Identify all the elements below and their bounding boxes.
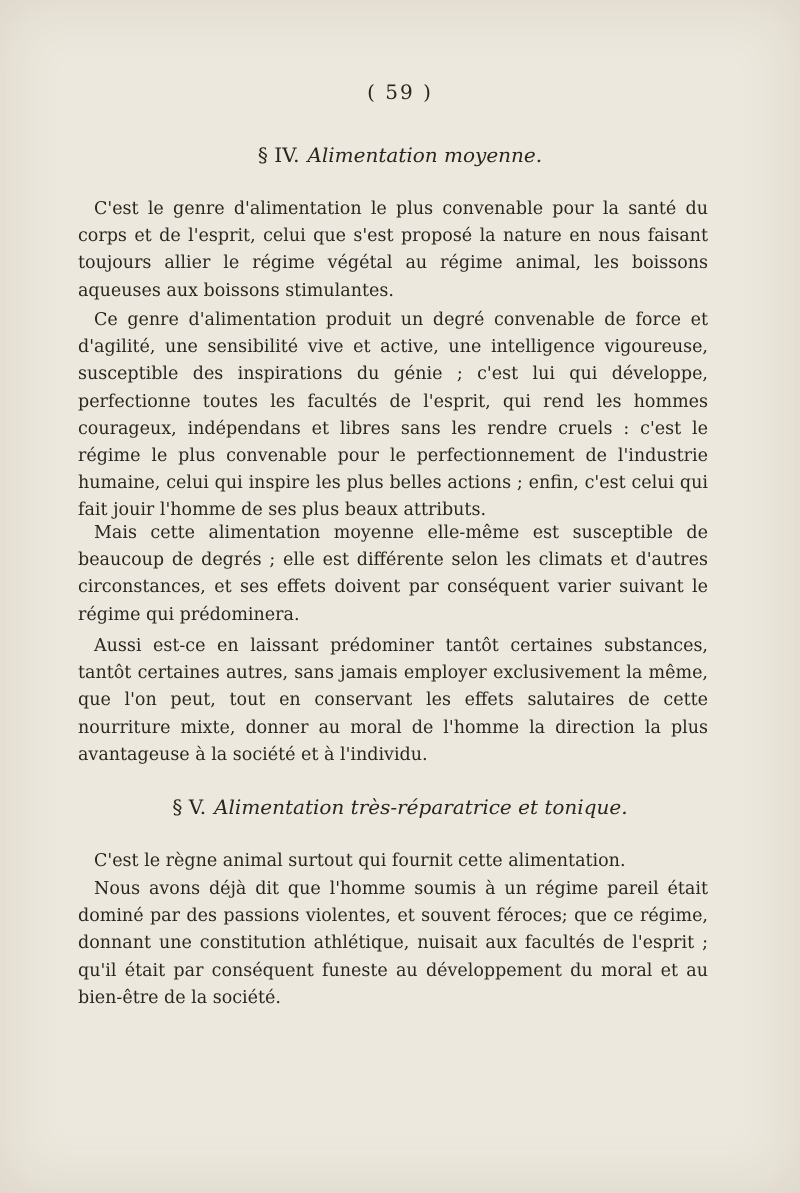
section-title: Alimentation moyenne.: [307, 143, 543, 167]
paragraph: C'est le genre d'alimentation le plus convenable pour la santé du corps et de l'esprit, celui que s'est proposé la nature en nous faisant toujours allier le régime végétal au régime animal, les boissons aqueuses aux boissons stimulantes.: [78, 199, 708, 301]
section-heading-iv: [0, 143, 800, 167]
section-title: Alimentation très-réparatrice et tonique.: [214, 795, 628, 819]
paragraph: C'est le règne animal surtout qui fournit cette alimentation.: [94, 851, 626, 871]
section-heading-v: [0, 795, 800, 819]
paragraph: Mais cette alimentation moyenne elle-même est susceptible de beaucoup de degrés ; elle est différente selon les climats et d'autres circonstances, et ses effets doivent par conséquent varier suivant le régime qui prédominera.: [78, 523, 708, 625]
paragraph: Aussi est-ce en laissant prédominer tantôt certaines substances, tantôt certaines autres, sans jamais employer exclusivement la même, que l'on peut, tout en conservant les effets salutaires de cette nourriture mixte, donner au moral de l'homme la direction la plus avantageuse à la société et à l'individu.: [78, 636, 708, 765]
page-number: ( 59 ): [367, 80, 433, 104]
paragraph: Ce genre d'alimentation produit un degré convenable de force et d'agilité, une sensibilité vive et active, une intelligence vigoureuse, susceptible des inspirations du génie ; c'est lui qui développe, perfectionne toutes les facultés de l'esprit, qui rend les hommes courageux, indépendans et libres sans les rendre cruels : c'est le régime le plus convenable pour le perfectionnement de l'industrie humaine, celui qui inspire les plus belles actions ; enfin, c'est celui qui fait jouir l'homme de ses plus beaux attributs.: [78, 310, 708, 521]
paragraph: Nous avons déjà dit que l'homme soumis à un régime pareil était dominé par des passions violentes, et souvent féroces; que ce régime, donnant une constitution athlétique, nuisait aux facultés de l'esprit ; qu'il était par conséquent funeste au développement du moral et au bien-être de la société.: [78, 879, 708, 1008]
section-number: § IV.: [257, 143, 300, 167]
section-number: § V.: [172, 795, 207, 819]
